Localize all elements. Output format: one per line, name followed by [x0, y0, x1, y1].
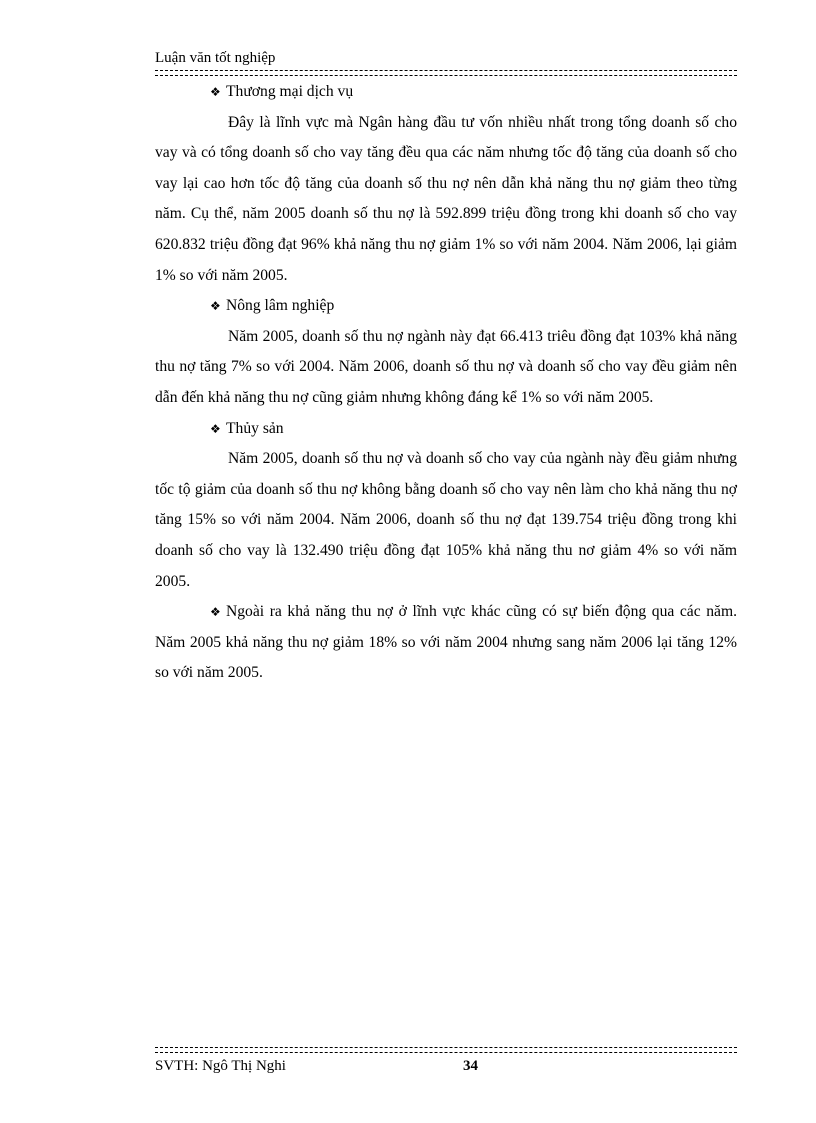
closing-paragraph-text: Ngoài ra khả năng thu nợ ở lĩnh vực khác cũng có sự biến động qua các năm. Năm 2005 khả năng thu nợ giảm 18% so với năm 2004 nhưng sang năm 2006 lại tăng 12% so với năm 2005. — [155, 603, 737, 682]
section-heading-label: Nông lâm nghiệp — [226, 297, 335, 315]
diamond-bullet-icon: ❖ — [210, 299, 221, 314]
section-heading-label: Thương mại dịch vụ — [226, 83, 354, 100]
footer-divider — [155, 1047, 737, 1053]
header-title: Luận văn tốt nghiệp — [155, 50, 276, 66]
closing-paragraph — [155, 597, 737, 689]
section-paragraph-nong-lam: Năm 2005, doanh số thu nợ ngành này đạt 66.413 triêu đồng đạt 103% khả năng thu nợ tăng 7% so với 2004. Năm 2006, doanh số thu nợ và doanh số cho vay đều giảm nên dẫn đến khả năng thu nợ cũng giảm nhưng không đáng kể 1% so với năm 2005. — [155, 327, 737, 406]
section-paragraph-thuy-san: Năm 2005, doanh số thu nợ và doanh số cho vay của ngành này đều giảm nhưng tốc tộ giảm của doanh số thu nợ không bằng doanh số cho vay nên làm cho khả năng thu nợ tăng 15% so với năm 2004. Năm 2006, doanh số thu nợ đạt 139.754 triệu đồng trong khi doanh số cho vay là 132.490 triệu đồng đạt 105% khả năng thu nơ giảm 4% so với năm 2005. — [155, 450, 737, 590]
header-divider — [155, 70, 737, 76]
footer-author: SVTH: Ngô Thị Nghi — [155, 1058, 286, 1074]
section-heading-label: Thủy sản — [226, 419, 284, 437]
section-paragraph-thuong-mai: Đây là lĩnh vực mà Ngân hàng đầu tư vốn nhiều nhất trong tổng doanh số cho vay và có tổng doanh số cho vay tăng đều qua các năm nhưng tốc độ tăng của doanh số cho vay lại cao hơn tốc độ tăng của doanh số thu nợ nên dẫn khả năng thu nợ giảm theo từng năm. Cụ thể, năm 2005 doanh số thu nợ là 592.899 triệu đồng trong khi doanh số cho vay 620.832 triệu đồng đạt 96% khả năng thu nợ giảm 1% so với năm 2004. Năm 2006, lại giảm 1% so với năm 2005. — [155, 113, 737, 284]
diamond-bullet-icon: ❖ — [210, 605, 221, 620]
section-heading-nong-lam — [155, 291, 737, 322]
page-number: 34 — [463, 1058, 478, 1074]
document-body — [155, 77, 737, 689]
section-heading-thuong-mai — [155, 77, 737, 108]
diamond-bullet-icon: ❖ — [210, 421, 221, 436]
section-heading-thuy-san — [155, 414, 737, 445]
diamond-bullet-icon: ❖ — [210, 85, 221, 99]
